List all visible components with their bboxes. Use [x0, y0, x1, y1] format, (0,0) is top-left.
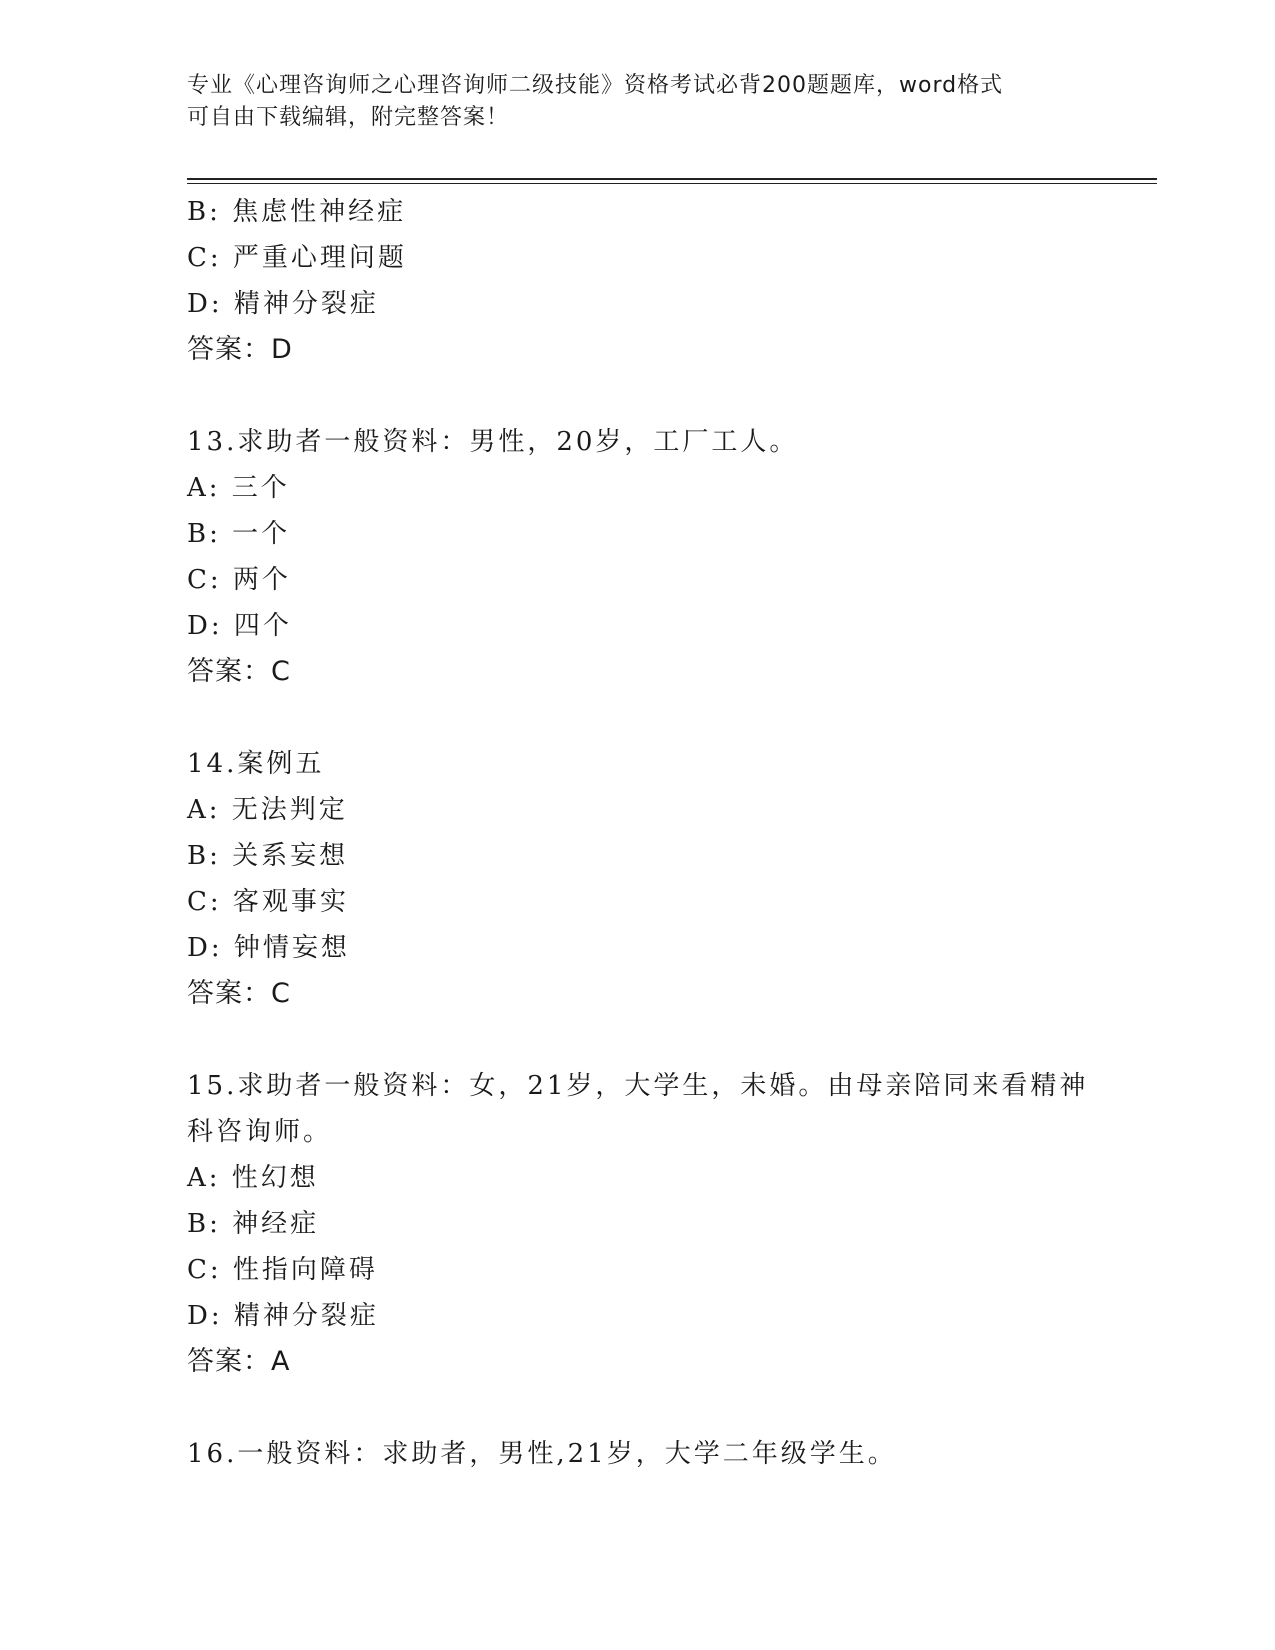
q12-answer: 答案：D — [187, 334, 293, 365]
q13-option-d: D: 四个 — [187, 611, 292, 641]
header-title-line1: 专业《心理咨询师之心理咨询师二级技能》资格考试必背200题题库，word格式 — [187, 73, 1004, 98]
q14-option-b: B: 关系妄想 — [187, 841, 349, 871]
q14-option-c: C: 客观事实 — [187, 887, 349, 917]
q15-question-line2: 科咨询师。 — [187, 1117, 333, 1147]
q14-option-a: A: 无法判定 — [187, 795, 348, 825]
q14-option-d: D: 钟情妄想 — [187, 933, 350, 963]
q15-option-a: A: 性幻想 — [187, 1163, 319, 1193]
q15-option-d: D: 精神分裂症 — [187, 1301, 379, 1331]
q15-option-c: C: 性指向障碍 — [187, 1255, 378, 1285]
q12-option-d: D: 精神分裂症 — [187, 289, 379, 319]
q12-option-c: C: 严重心理问题 — [187, 243, 407, 273]
q14-question: 14.案例五 — [187, 749, 325, 779]
q16-question: 16.一般资料：求助者，男性,21岁，大学二年级学生。 — [187, 1439, 897, 1469]
q14-answer: 答案：C — [187, 978, 291, 1009]
q15-option-b: B: 神经症 — [187, 1209, 320, 1239]
q12-option-b: B: 焦虑性神经症 — [187, 197, 407, 227]
document-header — [187, 70, 1157, 134]
q13-option-a: A: 三个 — [187, 473, 290, 503]
q13-answer: 答案：C — [187, 656, 291, 687]
q13-question: 13.求助者一般资料：男性，20岁，工厂工人。 — [187, 427, 799, 457]
header-title-line2: 可自由下载编辑，附完整答案！ — [187, 105, 510, 130]
divider-thin-line — [187, 183, 1157, 184]
q15-question-line1: 15.求助者一般资料：女，21岁，大学生，未婚。由母亲陪同来看精神 — [187, 1071, 1089, 1101]
q15-answer: 答案：A — [187, 1346, 291, 1377]
question-list — [187, 189, 1087, 1477]
q13-option-b: B: 一个 — [187, 519, 291, 549]
q13-option-c: C: 两个 — [187, 565, 291, 595]
header-divider — [187, 178, 1157, 184]
